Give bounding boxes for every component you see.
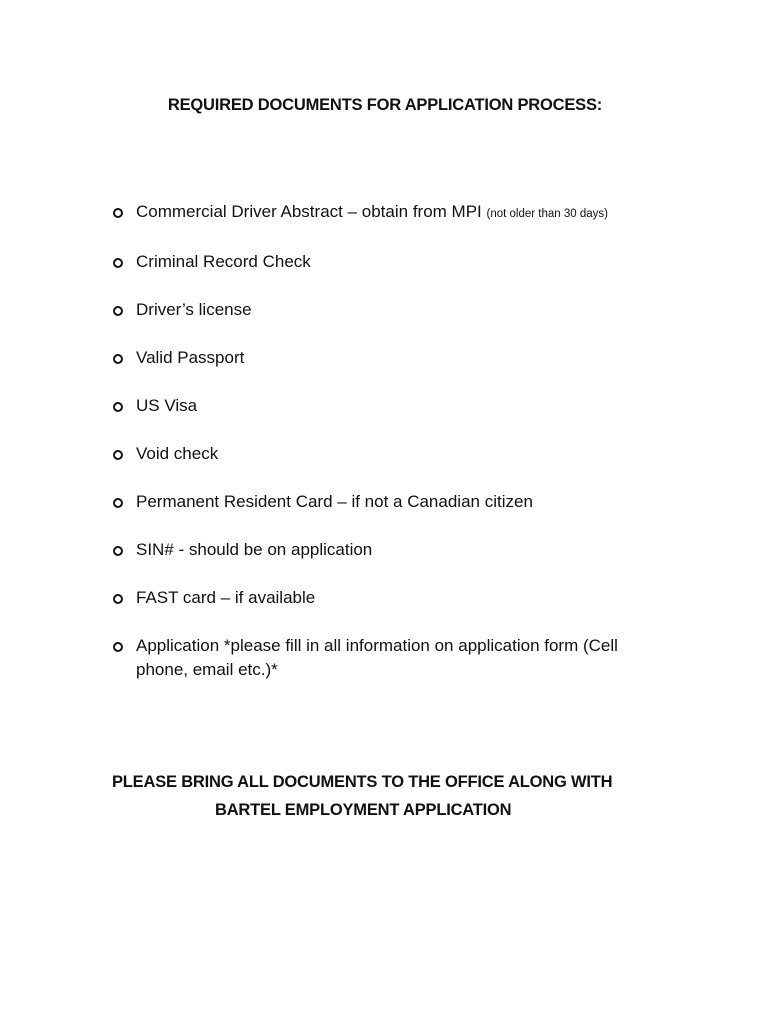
hollow-bullet-icon	[113, 642, 123, 652]
list-item-text: Valid Passport	[136, 348, 245, 367]
list-item	[112, 586, 672, 610]
list-item-text: FAST card – if available	[136, 588, 316, 607]
list-item-note: (not older than 30 days)	[486, 208, 608, 220]
list-item	[112, 200, 672, 226]
hollow-bullet-icon	[113, 450, 123, 460]
list-item-text: Void check	[136, 444, 219, 463]
required-documents-list	[112, 200, 672, 706]
list-item	[112, 538, 672, 562]
closing-line: PLEASE BRING ALL DOCUMENTS TO THE OFFICE ALONG WITH	[112, 773, 613, 791]
hollow-bullet-icon	[113, 546, 123, 556]
list-item-text: Criminal Record Check	[136, 252, 311, 271]
hollow-bullet-icon	[113, 306, 123, 316]
list-item	[112, 250, 672, 274]
closing-instructions	[112, 768, 632, 824]
list-item	[112, 442, 672, 466]
list-item-text: Driver’s license	[136, 300, 252, 319]
list-item	[112, 634, 672, 682]
hollow-bullet-icon	[113, 594, 123, 604]
list-item-text: Commercial Driver Abstract – obtain from MPI	[136, 202, 482, 221]
hollow-bullet-icon	[113, 354, 123, 364]
list-item	[112, 490, 672, 514]
hollow-bullet-icon	[113, 498, 123, 508]
hollow-bullet-icon	[113, 402, 123, 412]
list-item	[112, 394, 672, 418]
list-item-text: Permanent Resident Card – if not a Canadian citizen	[136, 492, 533, 511]
list-item-text: US Visa	[136, 396, 198, 415]
list-item-text: Application *please fill in all information on application form (Cell phone, email etc.)*	[136, 636, 618, 679]
hollow-bullet-icon	[113, 258, 123, 268]
list-item	[112, 346, 672, 370]
hollow-bullet-icon	[113, 208, 123, 218]
document-heading: REQUIRED DOCUMENTS FOR APPLICATION PROCESS:	[167, 96, 603, 114]
closing-line: BARTEL EMPLOYMENT APPLICATION	[215, 801, 512, 819]
list-item-text: SIN# - should be on application	[136, 540, 373, 559]
list-item	[112, 298, 672, 322]
